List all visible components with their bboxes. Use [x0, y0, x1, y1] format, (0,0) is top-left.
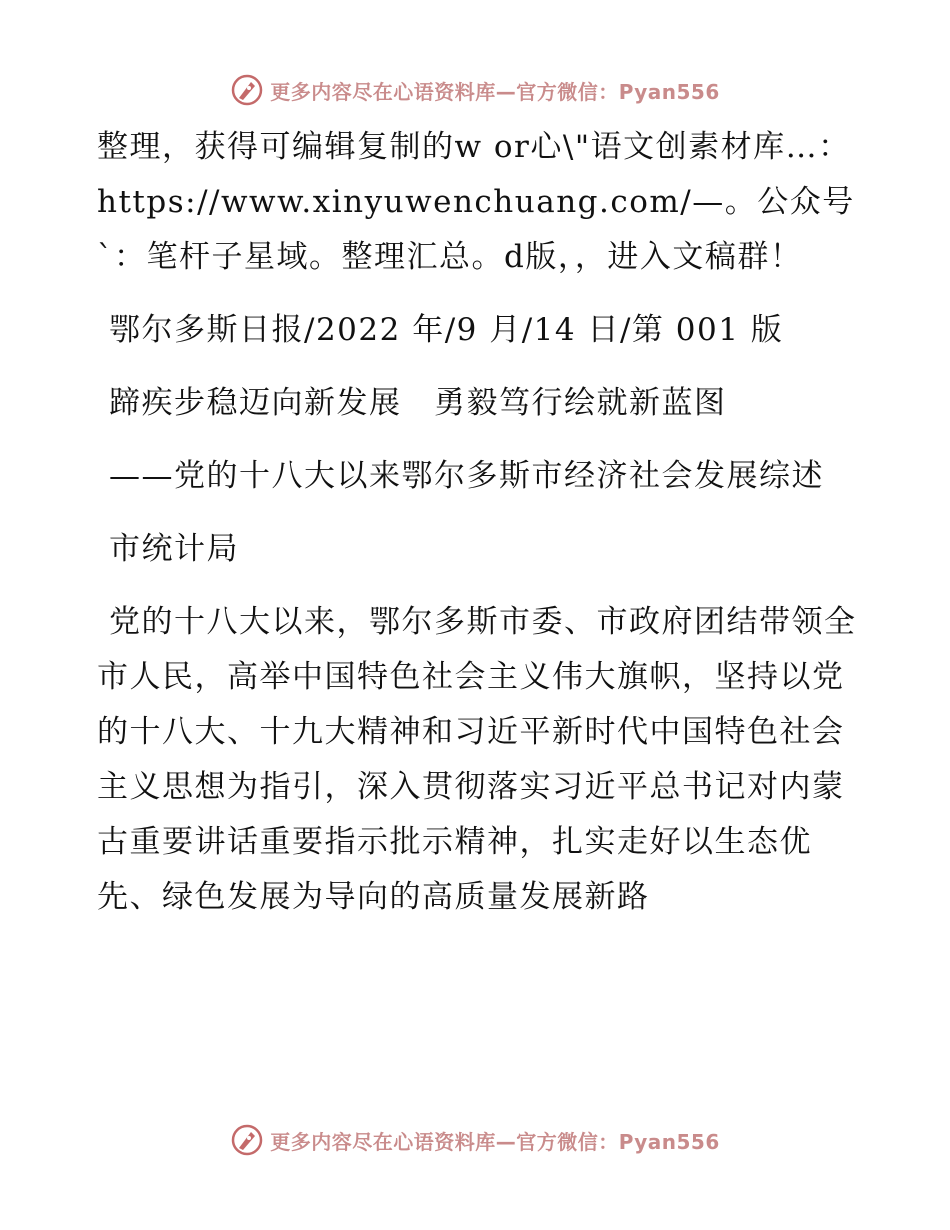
article-subheadline: ——党的十八大以来鄂尔多斯市经济社会发展综述: [109, 458, 824, 494]
article-headline: 蹄疾步稳迈向新发展 勇毅笃行绘就新蓝图: [109, 385, 727, 421]
document-body: [97, 120, 857, 943]
article-body-paragraph: 党的十八大以来，鄂尔多斯市委、市政府团结带领全市人民，高举中国特色社会主义伟大旗帜，坚持以党的十八大、十九大精神和习近平新时代中国特色社会主义思想为指引，深入贯彻落实习近平总书记对内蒙古重要讲话重要指示批示精神，扎实走好以生态优先、绿色发展为导向的高质量发展新路: [97, 604, 857, 915]
article-author: 市统计局: [109, 531, 239, 567]
watermark-text: 更多内容尽在心语资料库—官方微信：Pyan556: [270, 79, 720, 104]
source-line: 鄂尔多斯日报/2022 年/9 月/14 日/第 001 版: [109, 312, 784, 348]
intro-paragraph: 整理，获得可编辑复制的w or心\"语文创素材库…：https://www.xinyuwenchuang.com/—。公众号`：笔杆子星域。整理汇总。d版，，进入文稿群！: [97, 129, 855, 275]
pen-nib-logo-icon: [230, 73, 264, 107]
watermark-text: 更多内容尽在心语资料库—官方微信：Pyan556: [270, 1129, 720, 1154]
header-watermark: [0, 70, 950, 110]
footer-watermark: [0, 1120, 950, 1160]
pen-nib-logo-icon: [230, 1123, 264, 1157]
